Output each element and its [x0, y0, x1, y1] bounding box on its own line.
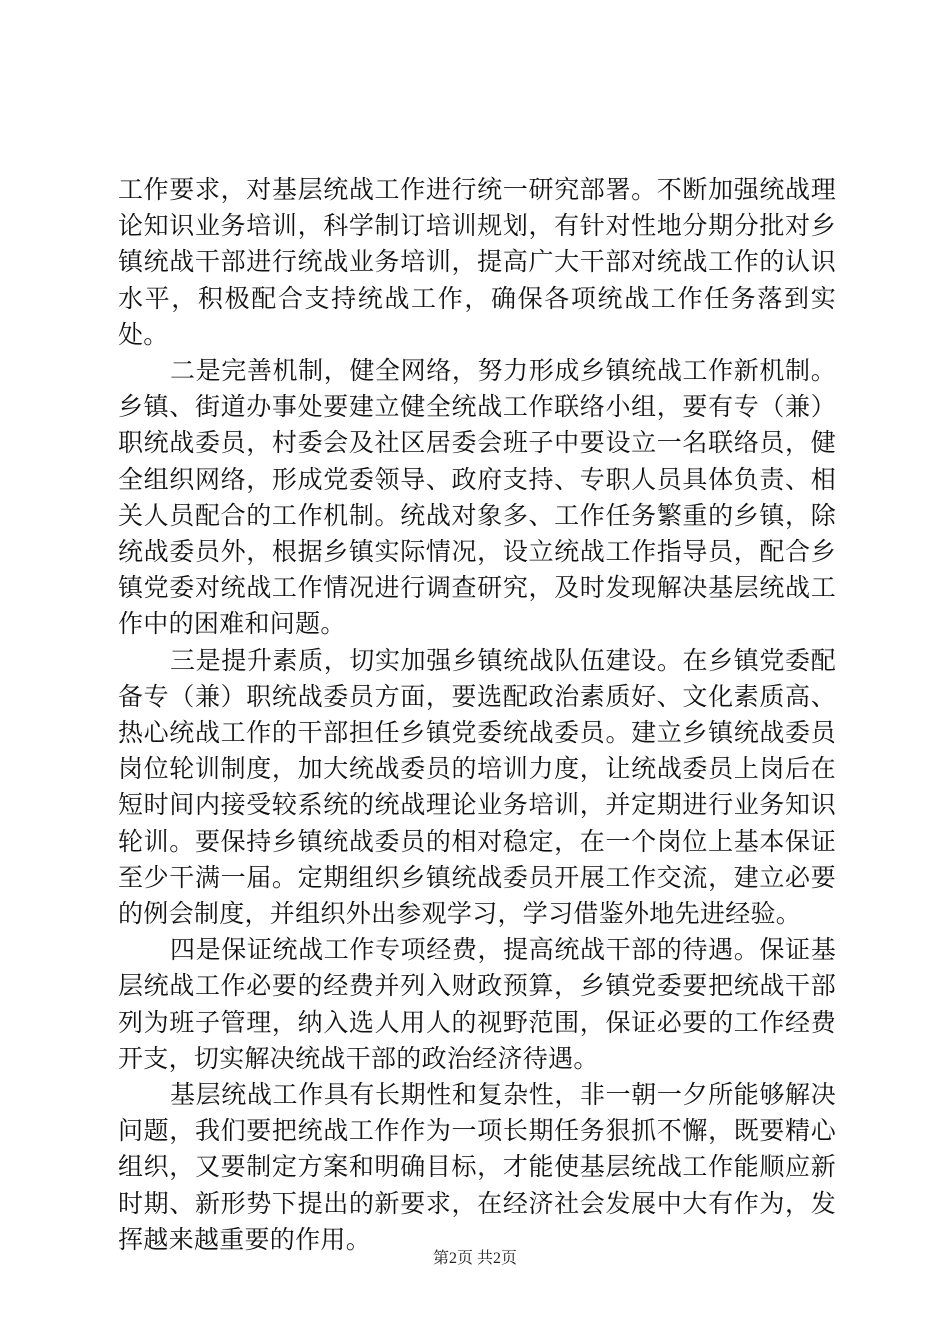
paragraph-funding: 四是保证统战工作专项经费，提高统战干部的待遇。保证基层统战工作必要的经费并列入财政预算，乡镇党委要把统战干部列为班子管理，纳入选人用人的视野范围，保证必要的工作经费开支，切实解决统战干部的政治经济待遇。 — [118, 935, 836, 1073]
paragraph-continuation: 工作要求，对基层统战工作进行统一研究部署。不断加强统战理论知识业务培训，科学制订培训规划，有针对性地分期分批对乡镇统战干部进行统战业务培训，提高广大干部对统战工作的认识水平，积极配合支持统战工作，确保各项统战工作任务落到实处。 — [118, 175, 836, 349]
document-body — [118, 172, 836, 1258]
paragraph-quality: 三是提升素质，切实加强乡镇统战队伍建设。在乡镇党委配备专（兼）职统战委员方面，要选配政治素质好、文化素质高、热心统战工作的干部担任乡镇党委统战委员。建立乡镇统战委员岗位轮训制度，加大统战委员的培训力度，让统战委员上岗后在短时间内接受较系统的统战理论业务培训，并定期进行业务知识轮训。要保持乡镇统战委员的相对稳定，在一个岗位上基本保证至少干满一届。定期组织乡镇统战委员开展工作交流，建立必要的例会制度，并组织外出参观学习，学习借鉴外地先进经验。 — [118, 645, 836, 929]
paragraph-mechanism: 二是完善机制，健全网络，努力形成乡镇统战工作新机制。乡镇、街道办事处要建立健全统战工作联络小组，要有专（兼）职统战委员，村委会及社区居委会班子中要设立一名联络员，健全组织网络，形成党委领导、政府支持、专职人员具体负责、相关人员配合的工作机制。统战对象多、工作任务繁重的乡镇，除统战委员外，根据乡镇实际情况，设立统战工作指导员，配合乡镇党委对统战工作情况进行调查研究，及时发现解决基层统战工作中的困难和问题。 — [118, 356, 836, 639]
page-footer: 第2页 共2页 — [432, 1250, 517, 1267]
paragraph-conclusion: 基层统战工作具有长期性和复杂性，非一朝一夕所能够解决问题，我们要把统战工作作为一项长期任务狠抓不懈，既要精心组织，又要制定方案和明确目标，才能使基层统战工作能顺应新时期、新形势下提出的新要求，在经济社会发展中大有作为，发挥越来越重要的作用。 — [118, 1080, 836, 1254]
